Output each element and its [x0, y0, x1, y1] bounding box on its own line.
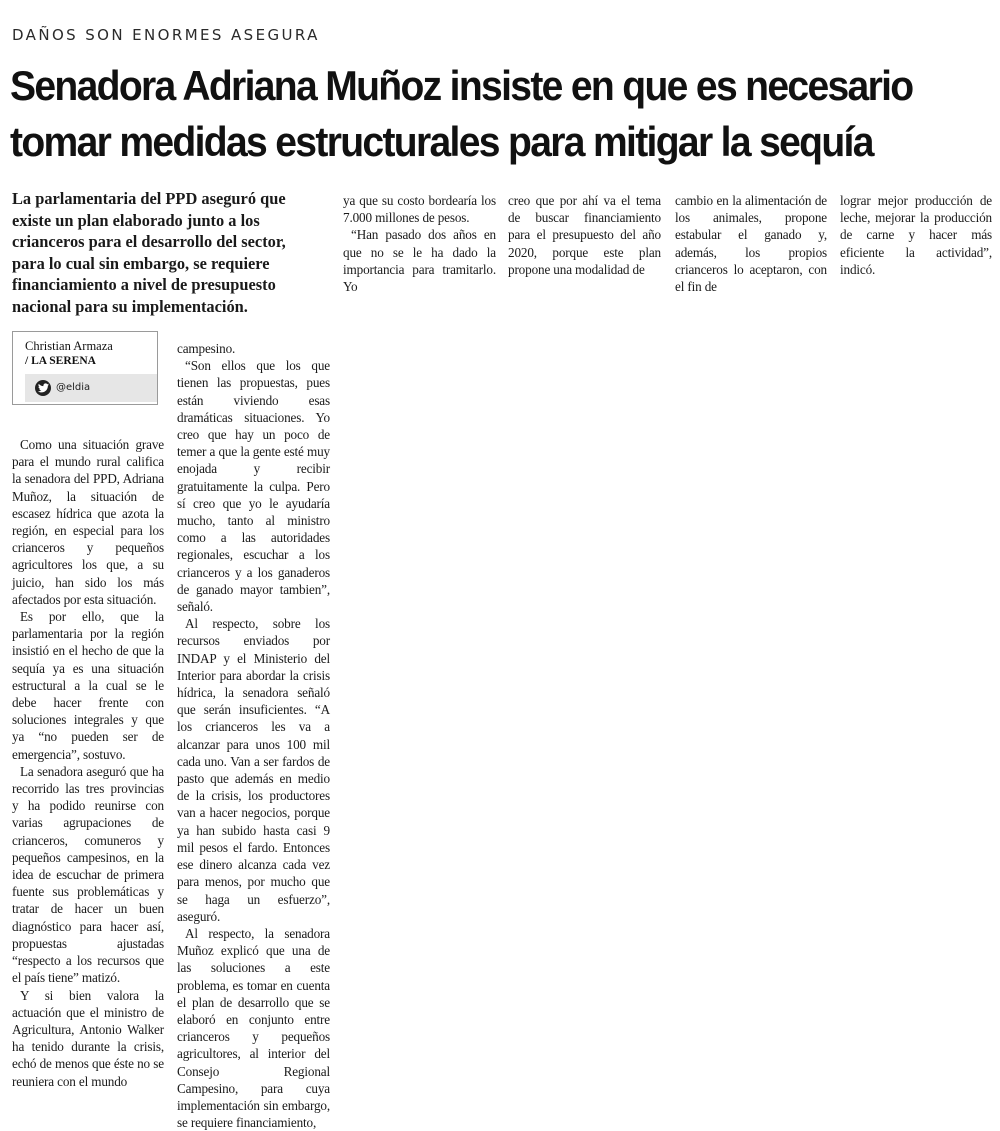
author-location: / LA SERENA	[25, 355, 96, 367]
body-paragraph: Al respecto, sobre los recursos enviados por INDAP y el Ministerio del Interior para abordar la crisis hídrica, la senadora señaló que serán insuficientes. “A los crianceros les va a alcanzar para unos 100 mil cada uno. Van a ser fardos de pasto que además en medio de la crisis, los productores van a hacer negocios, porque ya han subido hasta casi 9 mil pesos el fardo. Entonces ese dinero alcanza cada vez para menos, por mucho que se haga un esfuerzo”, aseguró.	[177, 616, 330, 924]
body-paragraph: lograr mejor producción de leche, mejorar la producción de carne y hacer más eficiente la actividad”, indicó.	[840, 193, 992, 277]
body-paragraph: cambio en la alimentación de los animales, propone estabular el ganado y, además, los propios crianceros lo aceptaron, con el fin de	[675, 193, 827, 295]
body-paragraph: Como una situación grave para el mundo rural califica la senadora del PPD, Adriana Muñoz, la situación de escasez hídrica que azota la región, en especial para los crianceros y pequeños agricultores los que, a su juicio, han sido los más afectados por esta situación.	[12, 437, 164, 607]
body-paragraph: creo que por ahí va el tema de buscar financiamiento para el presupuesto del año 2020, porque este plan propone una modalidad de	[508, 193, 661, 277]
author-name: Christian Armaza	[25, 339, 113, 353]
body-paragraph: ya que su costo bordearía los 7.000 millones de pesos.	[343, 193, 496, 226]
social-handle: @eldia	[56, 382, 91, 393]
article-column-5	[675, 192, 827, 295]
body-paragraph: Al respecto, la senadora Muñoz explicó que una de las soluciones a este problema, es tomar en cuenta el plan de desarrollo que se elaboró en conjunto entre crianceros y pequeños agricultores, al interior del Consejo Regional Campesino, para cuya implementación sin embargo, se requiere financiamiento,	[177, 925, 330, 1131]
body-paragraph: campesino.	[177, 341, 236, 356]
body-paragraph: Y si bien valora la actuación que el ministro de Agricultura, Antonio Walker ha tenido durante la crisis, echó de menos que éste no se reuniera con el mundo	[12, 987, 164, 1089]
body-paragraph: Es por ello, que la parlamentaria por la región insistió en el hecho de que la sequía ya es una situación estructural a la cual se le debe hacer frente con soluciones integrales y que ya “no pueden ser de emergencia”, sostuvo.	[12, 609, 164, 762]
lead-paragraph: La parlamentaria del PPD aseguró que existe un plan elaborado junto a los crianceros para el desarrollo del sector, para lo cual sin embargo, se requiere financiamiento a nivel de presupuesto nacional para su implementación.	[12, 189, 286, 316]
headline-line-1: Senadora Adriana Muñoz insiste en que es necesario	[10, 62, 913, 109]
kicker: DAÑOS SON ENORMES ASEGURA	[12, 26, 320, 44]
twitter-icon	[35, 380, 51, 396]
article-column-1	[12, 436, 164, 1090]
body-paragraph: “Han pasado dos años en que no se le ha dado la importancia para tramitarlo. Yo	[343, 227, 496, 295]
body-paragraph: La senadora aseguró que ha recorrido las tres provincias y ha podido reunirse con varias agrupaciones de crianceros, comuneros y pequeños campesinos, en la idea de escuchar de primera fuente sus problemáticas y tratar de hacer un buen diagnóstico para hacer así, propuestas ajustadas “respecto a los recursos que el país tiene” matizó.	[12, 763, 164, 986]
social-strip	[25, 374, 157, 402]
article-column-4	[508, 192, 661, 278]
byline-box	[12, 331, 158, 405]
headline-line-2: tomar medidas estructurales para mitigar la sequía	[10, 118, 873, 165]
article-column-2	[177, 340, 330, 1131]
headline	[10, 58, 926, 170]
article-column-3	[343, 192, 496, 295]
body-paragraph: “Son ellos que los que tienen las propuestas, pues están viviendo esas dramáticas situaciones. Yo creo que hay un poco de temer a que la gente esté muy enojada y recibir gratuitamente la culpa. Pero sí creo que yo le ayudaría mucho, tanto al ministro como a las autoridades regionales, escuchar a los crianceros y a los ganaderos de ganado mayor tambien”, señaló.	[177, 358, 330, 615]
article-column-6	[840, 192, 992, 278]
